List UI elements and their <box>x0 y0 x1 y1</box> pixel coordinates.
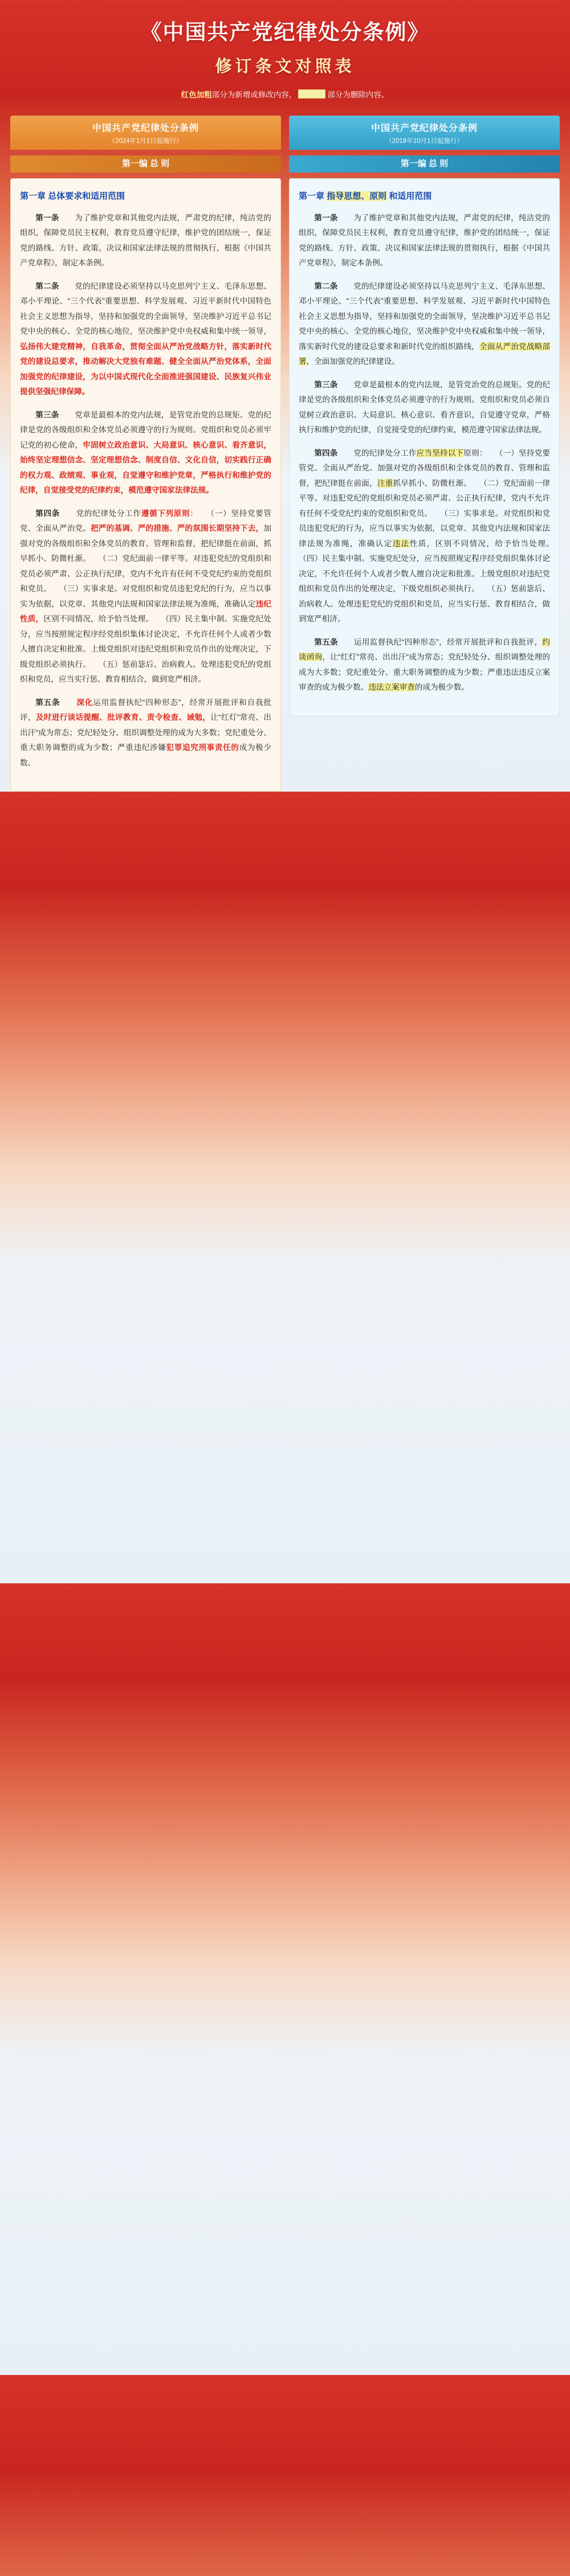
text-plain: 党的纪律处分工作 <box>60 509 141 518</box>
text-added: 牢固树立政治意识、大局意识、核心意识、看齐意识，始终坚定理想信念、坚定理想信念、制度自信、文化自信， <box>20 440 272 465</box>
text-removed: 应当坚持以下 <box>416 448 464 457</box>
text-removed: 违法 <box>392 539 410 548</box>
article <box>20 695 271 771</box>
right-part-ribbon: 第一编 总 则 <box>289 155 560 173</box>
legend <box>68 88 502 102</box>
article-number: 第五条 <box>314 637 339 646</box>
text-plain: ，全面加强党的纪律建设。 <box>306 357 400 366</box>
article-number: 第三条 <box>314 380 338 389</box>
article <box>20 279 271 400</box>
right-chapter-suffix: 和适用范围 <box>389 191 432 202</box>
text-plain: （一）坚持党要管党、全面从严治党。 <box>20 509 272 533</box>
article <box>299 446 566 627</box>
text-plain: （四）民主集中制。实施党纪处分，应当按照规定程序经党组织集体讨论决定，不允许任何个人或者少数人擅自决定和批准。上级党组织对违纪党组织和党员作出的处理决定，下级党组织必须执行。 <box>299 539 566 593</box>
page-subtitle: 修订条文对照表 <box>215 58 355 76</box>
text-plain: 运用监督执纪“四种形态”，经常开展批评和自我批评， <box>338 637 543 646</box>
text-plain: 加强对党的各级组织和全体党员的教育、管理和监督，把纪律挺在前面，抓早抓小、防微杜渐。 <box>20 524 272 563</box>
text-plain: （三）实事求是。对党组织和党员违犯党纪的行为，应当以事实为依据，以党章、其他党内法规和国家法律法规为准绳，准确认定 <box>20 584 271 608</box>
legend-red-label: 红色加粗 <box>181 91 212 99</box>
left-version-title: 中国共产党纪律处分条例 <box>92 124 199 134</box>
legend-mid-text: 部分为新增或修改内容， <box>211 91 297 99</box>
text-plain: 性质，区别不同情况，给予恰当处理。 <box>409 539 551 548</box>
text-plain: （二）党纪面前一律平等。对违犯党纪的党组织和党员必须严肃、公正执行纪律，党内不允许有任何不受党纪约束的党组织和党员。 <box>299 478 550 518</box>
text-plain: （一）坚持党要管党、全面从严治党。加强对党的各级组织和全体党员的教育、管理和监督，把纪律挺在前面， <box>299 448 551 488</box>
article <box>299 211 550 271</box>
right-article-list <box>299 211 566 695</box>
text-removed: 违法立案审查 <box>368 683 415 692</box>
right-version-date: （2018年10月1日起施行） <box>385 138 463 145</box>
text-added: 及时进行谈话提醒、批评教育、责令检查、诫勉， <box>35 713 211 722</box>
text-added: 犯罪追究刑事责任的 <box>166 743 239 752</box>
page-title: 《中国共产党纪律处分条例》 <box>140 21 430 44</box>
text-plain: 运用监督执纪“四种形态”，经常开展批评和自我批评， <box>20 698 272 722</box>
text-plain: 党的纪律处分工作 <box>337 448 417 457</box>
article <box>20 506 271 687</box>
right-version-header <box>289 116 560 150</box>
text-plain: 党章是最根本的党内法规，是管党治党的总规矩。党的纪律是党的各级组织和全体党员必须遵守的行为规则。党组织和党员必须牢记党的初心使命， <box>20 410 272 449</box>
text-added: 弘扬伟大建党精神，自我革命，贯彻全面从严治党战略方针，落实新时代党的建设总要求，推动解决大党独有难题、健全全面从严治党体系，全面加强党的纪律建设，为以中国式现代化全面推进强国建设、民族复兴伟业提供坚强纪律保障。 <box>20 342 271 396</box>
article-number: 第二条 <box>35 281 59 290</box>
comparison-page <box>0 0 570 792</box>
article <box>299 378 550 438</box>
text-plain: （四）民主集中制。实施党纪处分，应当按照规定程序经党组织集体讨论决定，不允许任何个人或者少数人擅自决定和批准。上级党组织对违纪党组织和党员作出的处理决定，下级党组织必须执行。 <box>20 615 271 669</box>
article-number: 第一条 <box>35 213 59 222</box>
left-version-date: （2024年1月1日起施行） <box>108 138 183 145</box>
article <box>20 211 271 271</box>
article <box>299 635 550 695</box>
column-right <box>289 116 566 792</box>
left-version-header <box>10 116 281 150</box>
text-plain: 抓早抓小、防微杜渐。 <box>393 478 468 488</box>
text-plain: （五）惩前毖后、治病救人。处理违犯党纪的党组织和党员，应当实行惩、教育相结合，做到宽严相济。 <box>20 660 271 684</box>
right-chapter-highlight: 指导思想、原则 <box>327 191 387 202</box>
columns-container <box>0 108 570 792</box>
right-content-panel <box>289 178 566 716</box>
text-plain: 党的纪律建设必须坚持以马克思列宁主义、毛泽东思想、邓小平理论、“三个代表”重要思想、科学发展观、习近平新时代中国特色社会主义思想为指导，坚持和加强党的全面领导，坚决维护习近平总书记党中央的核心、全党的核心地位，坚决维护党中央权威和集中统一领导，落实新时代党的建设总要求和新时代党的组织路线， <box>299 281 551 351</box>
text-added: 违纪性质， <box>20 599 272 624</box>
right-chapter-title <box>299 188 550 204</box>
text-plain: 原则： <box>463 448 483 457</box>
text-plain: （三）实事求是。对党组织和党员违犯党纪的行为，应当以事实为依据，以党章、其他党内法规和国家法律法规为准绳，准确认定 <box>299 509 550 548</box>
text-plain: 区别不同情况，给予恰当处理。 <box>43 615 150 624</box>
right-chapter-prefix: 第一章 <box>299 191 325 202</box>
text-plain: 为了维护党章和其他党内法规，严肃党的纪律，纯洁党的组织，保障党员民主权利，教育党员遵守纪律，维护党的团结统一，保证党的路线、方针、政策、决议和国家法律法规的贯彻执行，根据《中国共产党章程》，制定本条例。 <box>20 213 272 268</box>
left-chapter-title: 第一章 总体要求和适用范围 <box>20 191 125 202</box>
text-plain: （二）党纪面前一律平等。对违犯党纪的党组织和党员必须严肃、公正执行纪律，党内不允许有任何不受党纪约束的党组织和党员。 <box>20 554 271 593</box>
text-added: 切实践行正确的权力观、政绩观、事业观，自觉遵守和维护党章，严格执行和维护党的纪律，自觉接受党的纪律约束，模范遵守国家法律法规。 <box>20 456 271 495</box>
header-hero <box>0 0 570 108</box>
text-removed: 注重 <box>377 478 393 488</box>
text-added: 深化 <box>76 698 93 707</box>
text-plain: 成为极少数。 <box>20 743 272 767</box>
article-number: 第四条 <box>314 448 338 457</box>
legend-yellow-swatch <box>298 89 325 99</box>
text-plain: ，让“红灯”常亮、出出汗“成为常态；党纪轻处分、组织调整处理的成为大多数；党纪重处分、重大职务调整的成为少数；严重违法违反立案审查的成为极少数。 <box>299 653 550 692</box>
text-plain: （五）惩前毖后、治病救人。处理违犯党纪的党组织和党员，应当实行惩、教育相结合，做到宽严相济。 <box>299 584 550 624</box>
text-plain: 党章是最根本的党内法规，是管党治党的总规矩。党的纪律是党的各级组织和全体党员必须遵守的行为规则。党组织和党员必须自觉树立政治意识、大局意识、核心意识、看齐意识，自觉遵守党章，严格执行和维护党的纪律，自觉接受党的纪律约束，模范遵守国家法律法规。 <box>299 380 551 435</box>
left-article-list <box>20 211 271 771</box>
text-added: 遵循下列原则 <box>141 509 190 518</box>
text-removed: 约谈函询 <box>299 637 550 662</box>
article-number: 第二条 <box>314 281 338 290</box>
text-removed: 全面从严治党战略部署 <box>299 342 551 366</box>
text-added: 把严的基调、严的措施、严的氛围长期坚持下去， <box>91 524 264 533</box>
text-plain: ： <box>190 509 194 518</box>
article <box>20 408 271 498</box>
left-content-panel <box>10 178 281 792</box>
column-left <box>10 116 281 792</box>
article-number: 第一条 <box>314 213 338 222</box>
text-plain: 的成为极少数。 <box>414 683 470 692</box>
left-part-ribbon: 第一编 总 则 <box>10 155 281 173</box>
text-plain <box>60 698 76 707</box>
article <box>299 279 550 370</box>
legend-suffix-text: 部分为删除内容。 <box>327 91 389 99</box>
text-plain: 党的纪律建设必须坚持以马克思列宁主义、毛泽东思想、邓小平理论、“三个代表”重要思想、科学发展观、习近平新时代中国特色社会主义思想为指导，坚持和加强党的全面领导，坚决维护习近平总书记党中央的核心、全党的核心地位，坚决维护党中央权威和集中统一领导， <box>20 281 272 336</box>
article-number: 第四条 <box>35 509 60 518</box>
article-number: 第三条 <box>35 410 59 419</box>
text-plain: 让“红灯”常亮、出出汗“成为常态；党纪轻处分、组织调整处理的成为大多数；党纪重处分、重大职务调整的成为少数；严重违纪涉嫌 <box>20 713 272 752</box>
text-plain: 为了维护党章和其他党内法规，严肃党的纪律，纯洁党的组织，保障党员民主权利，教育党员遵守纪律，维护党的团结统一，保证党的路线、方针、政策、决议和国家法律法规的贯彻执行，根据《中国共产党章程》，制定本条例。 <box>299 213 551 268</box>
article-number: 第五条 <box>35 698 60 707</box>
right-version-title: 中国共产党纪律处分条例 <box>370 124 478 134</box>
